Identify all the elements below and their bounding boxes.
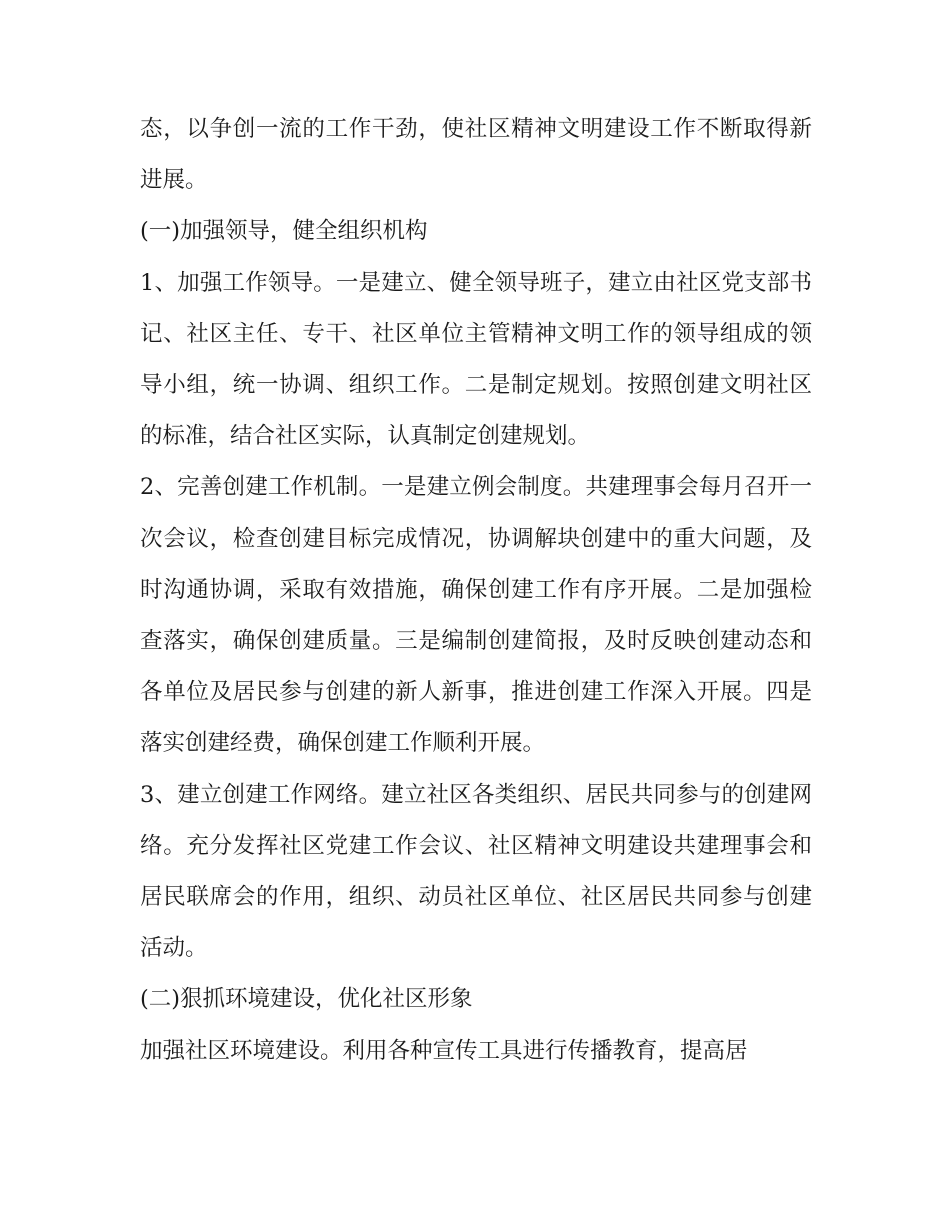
section-heading-1: (一)加强领导，健全组织机构 xyxy=(140,218,428,245)
paragraph-item-2: 2、完善创建工作机制。一是建立例会制度。共建理事会每月召开一次会议，检查创建目标完成情况，协调解块创建中的重大问题，及时沟通协调，采取有效措施，确保创建工作有序开展。二是加强检查落实，确保创建质量。三是编制创建简报，及时反映创建动态和各单位及居民参与创建的新人新事，推进创建工作深入开展。四是落实创建经费，确保创建工作顺利开展。 xyxy=(140,474,812,757)
paragraph-item-1: 1、加强工作领导。一是建立、健全领导班子，建立由社区党支部书记、社区主任、专干、社区单位主管精神文明工作的领导组成的领导小组，统一协调、组织工作。二是制定规划。按照创建文明社区的标准，结合社区实际，认真制定创建规划。 xyxy=(140,269,812,450)
paragraph-environment: 加强社区环境建设。利用各种宣传工具进行传播教育，提高居 xyxy=(140,1037,748,1064)
paragraph-continuation: 态，以争创一流的工作干劲，使社区精神文明建设工作不断取得新进展。 xyxy=(140,116,812,194)
section-heading-2: (二)狠抓环境建设，优化社区形象 xyxy=(140,986,473,1013)
document-body xyxy=(140,104,812,1077)
paragraph-item-3: 3、建立创建工作网络。建立社区各类组织、居民共同参与的创建网络。充分发挥社区党建工作会议、社区精神文明建设共建理事会和居民联席会的作用，组织、动员社区单位、社区居民共同参与创建活动。 xyxy=(140,781,812,962)
